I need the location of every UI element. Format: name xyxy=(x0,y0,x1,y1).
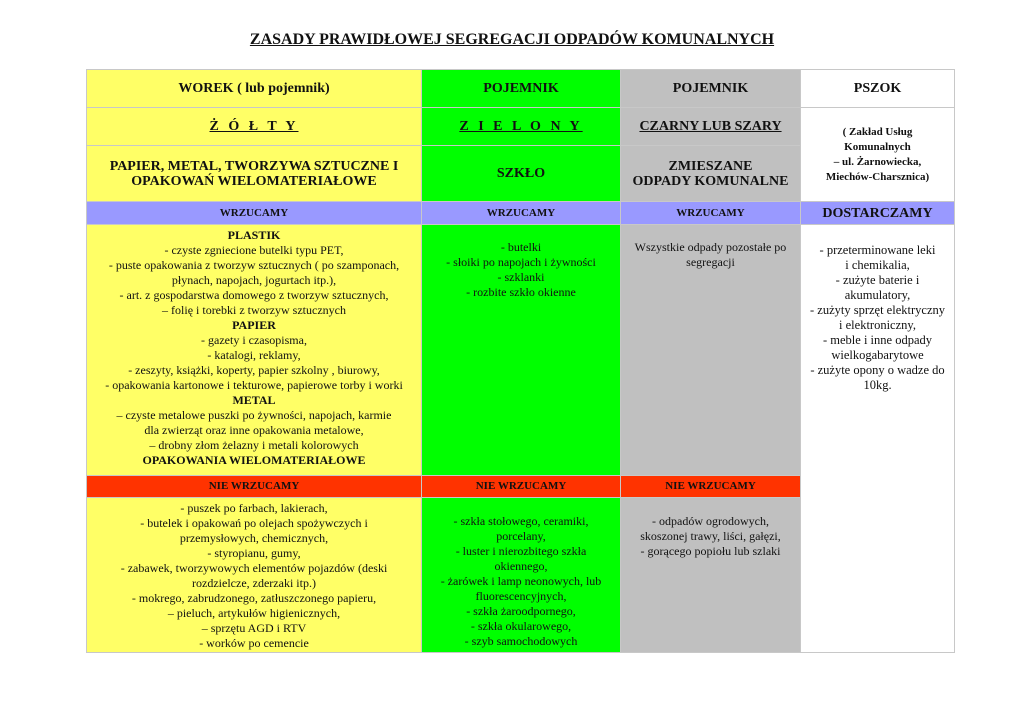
green-allowed-list xyxy=(422,225,621,476)
yellow-forbidden-item: przemysłowych, chemicznych, xyxy=(179,531,329,545)
yellow-forbidden-item: – sprzętu AGD i RTV xyxy=(201,621,307,635)
yellow-allowed-item: – folię i torebki z tworzyw sztucznych xyxy=(162,303,346,317)
yellow-forbidden-list xyxy=(87,498,422,653)
yellow-allowed-item: – drobny złom żelazny i metali kolorowych xyxy=(149,438,359,452)
yellow-allowed-item: - puste opakowania z tworzyw sztucznych ( po szamponach, xyxy=(108,258,400,272)
dostarczamy-pszok: DOSTARCZAMY xyxy=(801,202,955,225)
pszok-allowed-item: i chemikalia, xyxy=(845,258,910,272)
pszok-allowed-item: akumulatory, xyxy=(844,288,911,302)
allowed-row xyxy=(87,225,955,476)
color-row xyxy=(87,108,955,146)
yellow-allowed-heading: PAPIER xyxy=(232,318,276,332)
pszok-allowed-item: - zużyty sprzęt elektryczny xyxy=(809,303,945,317)
green-allowed-item: - butelki xyxy=(500,240,542,254)
type-grey-line: ZMIESZANE xyxy=(668,158,753,174)
type-green: SZKŁO xyxy=(422,146,621,202)
yellow-allowed-item: - katalogi, reklamy, xyxy=(207,348,301,362)
grey-allowed-item: Wszystkie odpady pozostałe po xyxy=(634,240,787,254)
yellow-allowed-heading: METAL xyxy=(232,393,276,407)
wrzucamy-grey: WRZUCAMY xyxy=(621,202,801,225)
yellow-allowed-item: - gazety i czasopisma, xyxy=(201,333,307,347)
yellow-allowed-item: - czyste zgniecione butelki typu PET, xyxy=(164,243,344,257)
pszok-allowed-item: 10kg. xyxy=(863,378,892,392)
green-forbidden-list xyxy=(422,498,621,653)
type-yellow xyxy=(87,146,422,202)
green-forbidden-item: - szkła żaroodpornego, xyxy=(466,604,576,618)
grey-forbidden-item: - odpadów ogrodowych, xyxy=(652,514,769,528)
pszok-address-line: ( Zakład Usług xyxy=(842,125,913,138)
nie-wrzucamy-yellow: NIE WRZUCAMY xyxy=(87,476,422,498)
wrzucamy-green: WRZUCAMY xyxy=(422,202,621,225)
yellow-forbidden-item: - puszek po farbach, lakierach, xyxy=(180,501,328,515)
green-forbidden-item: - szkła stołowego, ceramiki, xyxy=(453,514,589,528)
header-row xyxy=(87,70,955,108)
pszok-allowed-item: wielkogabarytowe xyxy=(831,348,924,362)
yellow-allowed-heading: PLASTIK xyxy=(227,228,281,242)
yellow-forbidden-item: - mokrego, zabrudzonego, zatłuszczonego papieru, xyxy=(131,591,377,605)
green-forbidden-item: - luster i nierozbitego szkła xyxy=(455,544,587,558)
pszok-address xyxy=(801,108,955,202)
header-pojemnik-green: POJEMNIK xyxy=(422,70,621,108)
pszok-address-line: Miechów-Charsznica) xyxy=(825,170,930,183)
pszok-address-line: Komunalnych xyxy=(844,140,911,153)
yellow-forbidden-item: – pieluch, artykułów higienicznych, xyxy=(167,606,341,620)
type-grey-line: ODPADY KOMUNALNE xyxy=(632,173,789,189)
green-forbidden-item: - żarówek i lamp neonowych, lub xyxy=(440,574,602,588)
nie-wrzucamy-green: NIE WRZUCAMY xyxy=(422,476,621,498)
green-allowed-item: - słoiki po napojach i żywności xyxy=(446,255,596,269)
yellow-allowed-list xyxy=(87,225,422,476)
header-pojemnik-grey: POJEMNIK xyxy=(621,70,801,108)
color-green: Z I E L O N Y xyxy=(422,108,621,146)
grey-forbidden-list xyxy=(621,498,801,653)
yellow-forbidden-item: - worków po cemencie xyxy=(199,636,309,650)
page-title: ZASADY PRAWIDŁOWEJ SEGREGACJI ODPADÓW KOMUNALNYCH xyxy=(249,31,775,48)
green-allowed-item: - rozbite szkło okienne xyxy=(466,285,576,299)
color-yellow: Ż Ó Ł T Y xyxy=(87,108,422,146)
green-forbidden-item: porcelany, xyxy=(496,529,546,543)
pszok-address-line: – ul. Żarnowiecka, xyxy=(833,155,922,168)
segregation-table xyxy=(86,69,955,653)
yellow-forbidden-item: - zabawek, tworzywowych elementów pojazdów (deski xyxy=(120,561,388,575)
yellow-forbidden-item: - styropianu, gumy, xyxy=(207,546,301,560)
green-forbidden-item: - szyb samochodowych xyxy=(464,634,578,648)
pszok-allowed-item: i elektroniczny, xyxy=(839,318,916,332)
yellow-allowed-item: - art. z gospodarstwa domowego z tworzyw sztucznych, xyxy=(119,288,389,302)
header-pszok: PSZOK xyxy=(801,70,955,108)
type-yellow-line: OPAKOWAŃ WIELOMATERIAŁOWE xyxy=(131,173,377,189)
type-grey xyxy=(621,146,801,202)
yellow-allowed-heading: OPAKOWANIA WIELOMATERIAŁOWE xyxy=(142,453,366,467)
pszok-allowed-item: - zużyte opony o wadze do xyxy=(810,363,945,377)
header-worek: WOREK ( lub pojemnik) xyxy=(87,70,422,108)
yellow-forbidden-item: rozdzielcze, zderzaki itp.) xyxy=(192,576,316,590)
type-yellow-line: PAPIER, METAL, TWORZYWA SZTUCZNE I xyxy=(109,158,399,174)
pszok-allowed-item: - zużyte baterie i xyxy=(835,273,920,287)
green-forbidden-item: - szkła okularowego, xyxy=(470,619,572,633)
grey-forbidden-item: skoszonej trawy, liści, gałęzi, xyxy=(640,529,781,543)
yellow-forbidden-item: - butelek i opakowań po olejach spożywczych i xyxy=(140,516,368,530)
green-forbidden-item: fluorescencyjnych, xyxy=(475,589,567,603)
pszok-allowed-list xyxy=(801,225,955,653)
color-black-grey: CZARNY LUB SZARY xyxy=(621,108,801,146)
yellow-allowed-item: – czyste metalowe puszki po żywności, napojach, karmie xyxy=(116,408,392,422)
pszok-allowed-item: - meble i inne odpady xyxy=(823,333,932,347)
wrzucamy-row xyxy=(87,202,955,225)
green-allowed-item: - szklanki xyxy=(497,270,545,284)
yellow-allowed-item: dla zwierząt oraz inne opakowania metalowe, xyxy=(144,423,364,437)
yellow-allowed-item: płynach, napojach, jogurtach itp.), xyxy=(171,273,337,287)
grey-forbidden-item: - gorącego popiołu lub szlaki xyxy=(640,544,781,558)
green-forbidden-item: okiennego, xyxy=(494,559,548,573)
yellow-allowed-item: - opakowania kartonowe i tekturowe, papierowe torby i worki xyxy=(105,378,403,392)
nie-wrzucamy-grey: NIE WRZUCAMY xyxy=(621,476,801,498)
wrzucamy-yellow: WRZUCAMY xyxy=(87,202,422,225)
grey-allowed-list xyxy=(621,225,801,476)
yellow-allowed-item: - zeszyty, książki, koperty, papier szkolny , biurowy, xyxy=(128,363,380,377)
pszok-allowed-item: - przeterminowane leki xyxy=(819,243,936,257)
grey-allowed-item: segregacji xyxy=(686,255,735,269)
